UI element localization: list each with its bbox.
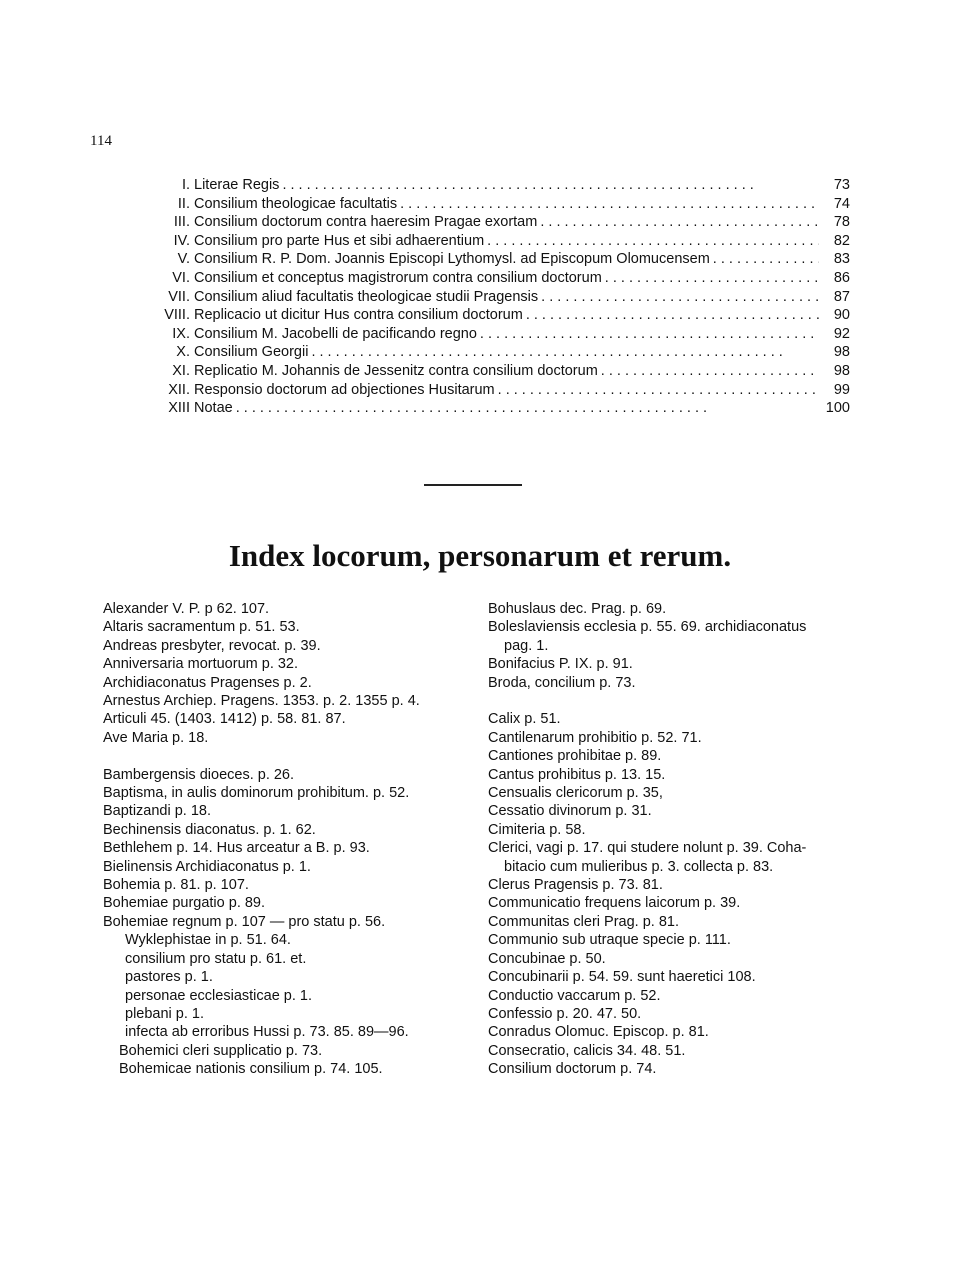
index-entry: Cantiones prohibitae p. 89. [488, 748, 662, 765]
toc-entry-title: Consilium pro parte Hus et sibi adhaerentium [194, 232, 485, 249]
toc-entry-number: VIII. [164, 307, 190, 324]
toc-entry-number: V. [177, 251, 190, 268]
toc-entry-number: IX. [172, 325, 190, 342]
toc-entry-page: 98 [833, 344, 850, 361]
index-entry: Communitas cleri Prag. p. 81. [488, 913, 679, 930]
index-entry: Bohemiae regnum p. 107 — pro statu p. 56. [103, 913, 386, 930]
index-entry: Clerici, vagi p. 17. qui studere nolunt p. 39. Coha- [488, 840, 807, 857]
toc-entry-number: X. [176, 344, 190, 361]
toc-entry [150, 176, 850, 195]
index-entry: Concubinae p. 50. [488, 950, 606, 967]
toc-entry-title: Replicatio M. Johannis de Jessenitz contra consilium doctorum [194, 362, 598, 379]
toc-dot-leader [601, 362, 819, 381]
index-entry: Concubinarii p. 54. 59. sunt haeretici 108. [488, 969, 756, 986]
index-entry: Arnestus Archiep. Pragens. 1353. p. 2. 1355 p. 4. [103, 693, 420, 710]
toc-entry [150, 269, 850, 288]
toc-entry-page: 73 [833, 177, 850, 193]
page-number: 114 [90, 133, 112, 149]
toc-entry-title: Consilium R. P. Dom. Joannis Episcopi Lythomysl. ad Episcopum Olomucensem [194, 251, 710, 268]
index-entry: Bohemiae purgatio p. 89. [103, 895, 266, 912]
index-entry: bitacio cum mulieribus p. 3. collecta p. 83. [504, 858, 774, 875]
index-entry: plebani p. 1. [125, 1005, 205, 1022]
index-column-left [103, 600, 473, 1079]
toc-dot-leader [480, 325, 819, 344]
index-entry: Bethlehem p. 14. Hus arceatur a B. p. 93. [103, 840, 370, 857]
index-entry: Andreas presbyter, revocat. p. 39. [103, 637, 321, 654]
toc-entry-page: 74 [833, 195, 850, 212]
toc-entry [150, 362, 850, 381]
index-entry: personae ecclesiasticae p. 1. [125, 987, 312, 1004]
index-entry: Cimiteria p. 58. [488, 821, 586, 838]
toc-entry-page: 100 [825, 400, 850, 417]
toc-entry-title: Consilium M. Jacobelli de pacificando regno [194, 325, 477, 342]
toc-dot-leader [498, 381, 819, 400]
toc-entry-title: Consilium aliud facultatis theologicae studii Pragensis [194, 288, 539, 305]
index-entry: pastores p. 1. [125, 969, 213, 986]
toc-dot-leader [541, 288, 819, 307]
table-of-contents [150, 176, 850, 418]
toc-entry-number: XI. [172, 362, 190, 379]
index-entry: Communio sub utraque specie p. 111. [488, 932, 731, 949]
toc-entry-number: XIII [168, 400, 190, 417]
index-entry: Cessatio divinorum p. 31. [488, 803, 652, 820]
index-entry: Bonifacius P. IX. p. 91. [488, 656, 633, 673]
toc-entry [150, 306, 850, 325]
toc-dot-leader [311, 343, 819, 362]
toc-entry-page: 82 [833, 232, 850, 249]
index-entry: infecta ab erroribus Hussi p. 73. 85. 89—96. [125, 1024, 409, 1041]
toc-dot-leader [713, 250, 819, 269]
index-entry: Calix p. 51. [488, 711, 561, 728]
toc-entry [150, 381, 850, 400]
toc-entry [150, 288, 850, 307]
toc-entry-title: Replicacio ut dicitur Hus contra consilium doctorum [194, 307, 523, 324]
toc-entry [150, 195, 850, 214]
toc-entry-title: Responsio doctorum ad objectiones Husitarum [194, 381, 495, 398]
index-entry: pag. 1. [504, 637, 549, 654]
index-entry: Conradus Olomuc. Episcop. p. 81. [488, 1024, 709, 1041]
index-entry: Anniversaria mortuorum p. 32. [103, 656, 299, 673]
index-entry: Cantus prohibitus p. 13. 15. [488, 766, 666, 783]
index-entry: Conductio vaccarum p. 52. [488, 987, 661, 1004]
index-entry: Bambergensis dioeces. p. 26. [103, 766, 295, 783]
toc-dot-leader [400, 195, 819, 214]
index-entry: Alexander V. P. p 62. 107. [103, 601, 270, 617]
toc-entry-number: II. [177, 195, 190, 212]
index-entry: Consecratio, calicis 34. 48. 51. [488, 1042, 686, 1059]
toc-entry-title: Notae [194, 400, 233, 417]
toc-entry-title: Consilium doctorum contra haeresim Pragae exortam [194, 214, 538, 231]
toc-entry [150, 213, 850, 232]
index-entry: Bohemicae nationis consilium p. 74. 105. [119, 1061, 383, 1078]
index-entry: Bechinensis diaconatus. p. 1. 62. [103, 821, 316, 838]
index-entry: Archidiaconatus Pragenses p. 2. [103, 674, 312, 691]
index-entry: Clerus Pragensis p. 73. 81. [488, 877, 663, 894]
index-entry: Censualis clericorum p. 35, [488, 785, 663, 802]
toc-entry [150, 343, 850, 362]
index-entry: Ave Maria p. 18. [103, 729, 209, 746]
toc-entry [150, 325, 850, 344]
toc-entry-number: III. [173, 214, 190, 231]
index-entry: Wyklephistae in p. 51. 64. [125, 932, 291, 949]
section-divider [424, 484, 522, 486]
toc-entry-title: Consilium et conceptus magistrorum contra consilium doctorum [194, 269, 602, 286]
toc-entry-number: VII. [168, 288, 190, 305]
toc-entry-number: I. [181, 177, 190, 193]
index-entry: Bohuslaus dec. Prag. p. 69. [488, 601, 667, 617]
toc-entry-page: 90 [833, 307, 850, 324]
toc-entry-number: VI. [172, 269, 190, 286]
toc-dot-leader [540, 213, 819, 232]
toc-entry-page: 99 [833, 381, 850, 398]
toc-entry-page: 92 [833, 325, 850, 342]
toc-entry-number: IV. [173, 232, 190, 249]
index-entry: Communicatio frequens laicorum p. 39. [488, 895, 741, 912]
toc-entry-page: 98 [833, 362, 850, 379]
toc-entry [150, 232, 850, 251]
toc-entry-page: 83 [833, 251, 850, 268]
index-entry: Baptizandi p. 18. [103, 803, 212, 820]
index-entry: Bielinensis Archidiaconatus p. 1. [103, 858, 311, 875]
index-entry: Altaris sacramentum p. 51. 53. [103, 619, 300, 636]
toc-entry-page: 87 [833, 288, 850, 305]
index-entry: Baptisma, in aulis dominorum prohibitum. p. 52. [103, 785, 410, 802]
index-entry: Confessio p. 20. 47. 50. [488, 1005, 642, 1022]
toc-entry-title: Consilium theologicae facultatis [194, 195, 398, 212]
index-entry: Broda, concilium p. 73. [488, 674, 636, 691]
index-entry: consilium pro statu p. 61. et. [125, 950, 307, 967]
toc-entry-title: Literae Regis [194, 177, 280, 193]
index-entry: Cantilenarum prohibitio p. 52. 71. [488, 729, 702, 746]
toc-entry-number: XII. [168, 381, 190, 398]
toc-dot-leader [526, 306, 819, 325]
toc-dot-leader [236, 399, 819, 418]
toc-dot-leader [605, 269, 819, 288]
toc-dot-leader [282, 176, 819, 195]
index-heading: Index locorum, personarum et rerum. [228, 538, 732, 573]
index-entry: Bohemici cleri supplicatio p. 73. [119, 1042, 323, 1059]
index-entry: Articuli 45. (1403. 1412) p. 58. 81. 87. [103, 711, 346, 728]
toc-entry-page: 78 [833, 214, 850, 231]
index-entry: Bohemia p. 81. p. 107. [103, 877, 249, 894]
index-column-right [488, 600, 868, 1079]
toc-entry [150, 399, 850, 418]
toc-dot-leader [487, 232, 819, 251]
index-entry: Boleslaviensis ecclesia p. 55. 69. archidiaconatus [488, 619, 807, 636]
toc-entry-title: Consilium Georgii [194, 344, 309, 361]
toc-entry [150, 250, 850, 269]
index-entry: Consilium doctorum p. 74. [488, 1061, 657, 1078]
toc-entry-page: 86 [833, 269, 850, 286]
